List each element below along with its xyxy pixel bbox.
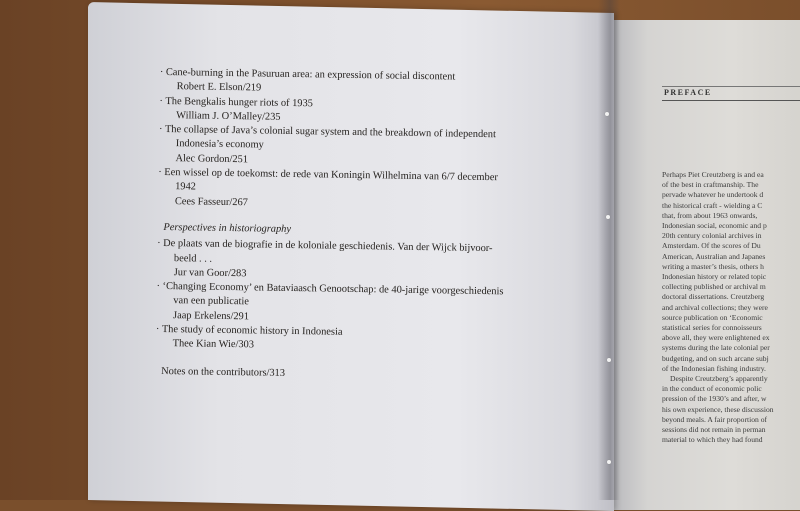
preface-line: in the conduct of economic polic <box>662 384 762 394</box>
preface-text <box>662 170 800 445</box>
entry-author: Thee Kian Wie/303 <box>172 338 255 351</box>
entry-title-continued: 1942 <box>175 181 196 193</box>
binding-hole <box>607 358 611 362</box>
entry-title: The collapse of Java’s colonial sugar system and the breakdown of independent <box>164 124 497 141</box>
entry-author: Jur van Goor/283 <box>173 267 247 280</box>
preface-rule <box>662 100 800 101</box>
preface-line: statistical series for connoisseurs <box>662 323 762 333</box>
preface-line: source publication on ‘Economic <box>662 312 763 322</box>
preface-heading: PREFACE <box>664 88 712 97</box>
toc-entry <box>158 166 595 216</box>
preface-line: pression of the 1930’s and after, w <box>662 394 767 404</box>
entry-title: ‘Changing Economy’ en Bataviaasch Genootschap: de 40-jarige voorgeschiedenis <box>162 281 504 298</box>
entry-author: Jaap Erkelens/291 <box>172 309 250 323</box>
preface-line: doctoral dissertations. Creutzberg <box>662 292 765 302</box>
preface-line: of the Indonesian fishing industry. <box>662 363 766 373</box>
preface-line: American, Australian and Japanes <box>662 251 766 261</box>
toc-entry <box>157 237 594 287</box>
preface-line: Indonesian social, economic and p <box>662 221 767 231</box>
entry-title: The study of economic history in Indonesia <box>161 324 343 338</box>
entry-author: Robert E. Elson/219 <box>176 81 262 94</box>
bullet-icon: · <box>159 66 164 78</box>
entry-title-continued: van een publicatie <box>173 295 249 308</box>
preface-line: Indonesian history or related topic <box>662 272 767 282</box>
preface-line: beyond meals. A fair proportion of <box>662 414 768 424</box>
bullet-icon: · <box>156 281 161 293</box>
toc-entry <box>158 123 595 173</box>
binding-hole <box>606 215 610 219</box>
toc-entries-group <box>155 237 594 358</box>
preface-line: Amsterdam. Of the scores of Du <box>662 241 761 251</box>
entry-title-continued: Indonesia’s economy <box>175 138 264 152</box>
table-of-contents <box>155 66 596 386</box>
preface-line: sessions did not remain in perman <box>662 425 766 435</box>
right-page <box>612 20 800 510</box>
entry-title-continued: beeld . . . <box>173 252 213 265</box>
preface-line: 20th century colonial archives in <box>662 231 762 241</box>
binding-hole <box>605 112 609 116</box>
entry-author: Cees Fasseur/267 <box>174 195 248 208</box>
entry-title: Een wissel op de toekomst: de rede van Koningin Wilhelmina van 6/7 december <box>164 167 498 184</box>
preface-line: writing a master’s thesis, others h <box>662 261 764 271</box>
preface-line: material to which they had found <box>662 435 763 445</box>
preface-line: collecting published or archival m <box>662 282 766 292</box>
preface-line: that, from about 1963 onwards, <box>662 210 758 220</box>
bullet-icon: · <box>158 124 163 136</box>
notes-entry: Notes on the contributors/313 <box>161 365 286 379</box>
preface-line: his own experience, these discussion <box>662 404 774 414</box>
entry-title: The Bengkalis hunger riots of 1935 <box>165 95 313 109</box>
section-title: Perspectives in historiography <box>163 221 292 235</box>
preface-line: pervade whatever he undertook d <box>662 190 764 200</box>
preface-line: above all, they were enlightened ex <box>662 333 770 343</box>
entry-author: Alec Gordon/251 <box>175 152 249 166</box>
toc-entry <box>156 280 593 330</box>
binding-hole <box>607 460 611 464</box>
entry-title: De plaats van de biografie in de koloniale geschiedenis. Van der Wijck bijvoor- <box>163 238 493 255</box>
book-gutter <box>598 0 620 500</box>
bullet-icon: · <box>155 323 160 335</box>
entry-title: Cane-burning in the Pasuruan area: an expression of social discontent <box>165 66 456 83</box>
bullet-icon: · <box>159 95 164 107</box>
bullet-icon: · <box>158 166 162 179</box>
bullet-icon: · <box>157 238 161 250</box>
preface-top-rule <box>662 86 800 87</box>
preface-line: and archival collections; they were <box>662 302 768 312</box>
entry-author: William J. O’Malley/235 <box>176 110 281 123</box>
preface-line: Despite Creutzberg’s apparently <box>670 374 768 384</box>
preface-line: the historical craft - wielding a C <box>662 200 763 210</box>
preface-line: of the best in craftmanship. The <box>662 180 759 190</box>
toc-entries-group <box>158 66 596 216</box>
preface-line: Perhaps Piet Creutzberg is and ea <box>662 170 764 179</box>
preface-line: systems during the late colonial per <box>662 343 770 353</box>
preface-line: budgeting, and on such arcane subj <box>662 353 769 363</box>
